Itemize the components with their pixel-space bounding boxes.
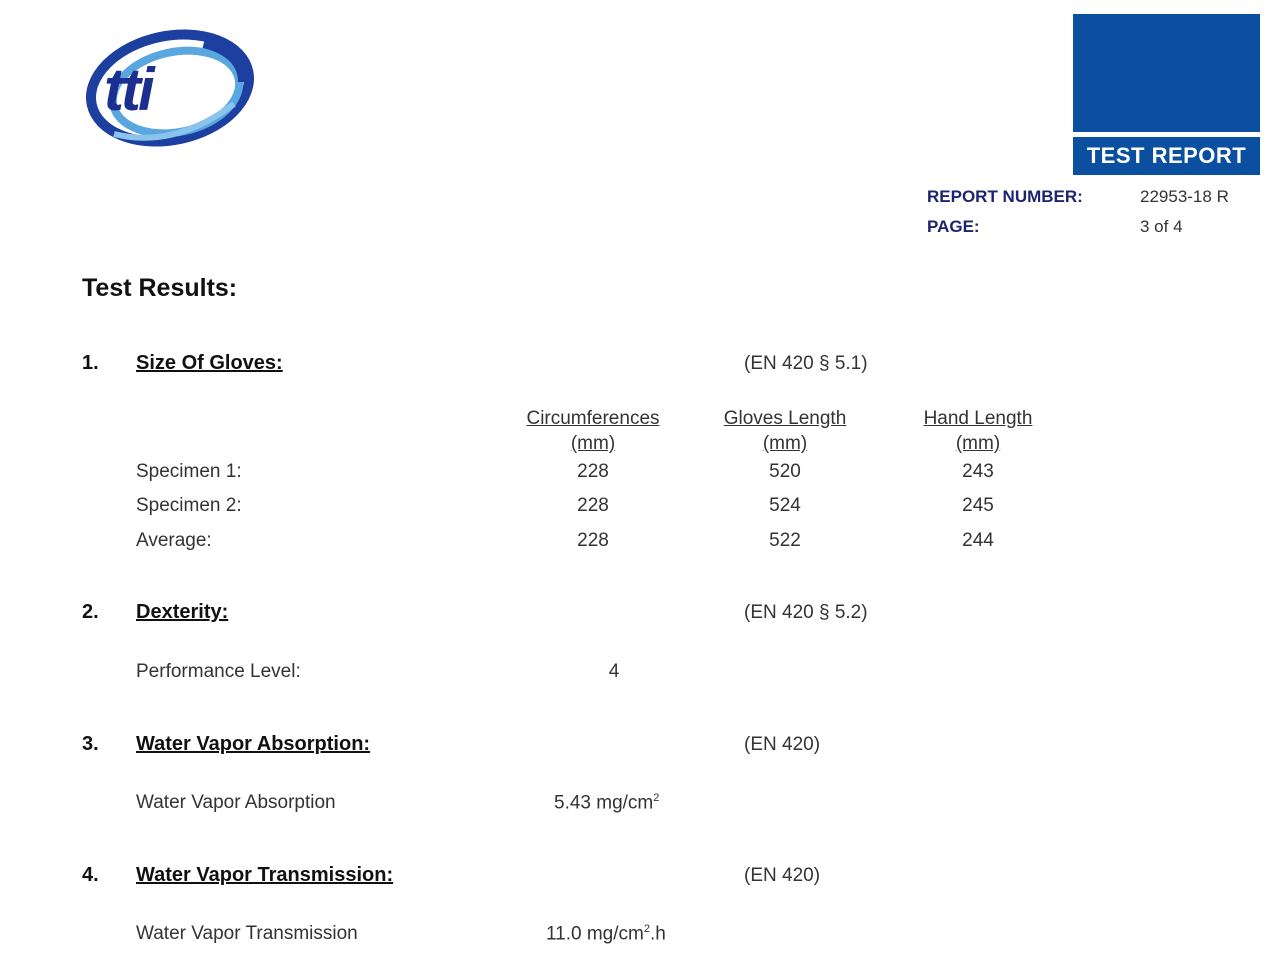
section-2-title: Dexterity: bbox=[136, 601, 229, 623]
table-row-label: Specimen 1: bbox=[136, 461, 242, 482]
section-1-standard: (EN 420 § 5.1) bbox=[744, 353, 868, 374]
column-header-hand-length bbox=[893, 406, 1063, 456]
table-cell: 245 bbox=[962, 495, 994, 516]
table-cell: 524 bbox=[769, 495, 801, 516]
section-3-number: 3. bbox=[82, 733, 99, 755]
absorption-label: Water Vapor Absorption bbox=[136, 792, 336, 813]
test-report-badge bbox=[1073, 14, 1260, 175]
table-cell: 228 bbox=[577, 495, 609, 516]
table-cell: 228 bbox=[577, 461, 609, 482]
transmission-value-suffix: .h bbox=[649, 923, 666, 945]
column-unit: (mm) bbox=[955, 433, 1001, 454]
logo-text: tti bbox=[104, 56, 152, 123]
table-cell: 520 bbox=[769, 461, 801, 482]
report-number-value: 22953-18 R bbox=[1140, 187, 1229, 206]
badge-label: TEST REPORT bbox=[1073, 137, 1260, 175]
section-4-standard: (EN 420) bbox=[744, 865, 821, 886]
badge-blue-panel bbox=[1073, 14, 1260, 132]
table-row-label: Specimen 2: bbox=[136, 495, 242, 516]
table-cell: 244 bbox=[962, 530, 994, 551]
section-3-title: Water Vapor Absorption: bbox=[136, 733, 371, 755]
absorption-value-superscript: 2 bbox=[653, 792, 660, 804]
performance-level-value: 4 bbox=[608, 661, 620, 682]
section-4-number: 4. bbox=[82, 864, 99, 886]
column-unit: (mm) bbox=[762, 433, 808, 454]
column-name: Gloves Length bbox=[723, 408, 847, 429]
transmission-value-superscript: 2 bbox=[643, 923, 650, 935]
absorption-value bbox=[554, 792, 659, 814]
table-cell: 228 bbox=[577, 530, 609, 551]
column-name: Circumferences bbox=[526, 408, 660, 429]
section-4-title: Water Vapor Transmission: bbox=[136, 864, 394, 886]
section-1-number: 1. bbox=[82, 352, 99, 374]
page-value: 3 of 4 bbox=[1140, 217, 1183, 236]
page-label: PAGE: bbox=[927, 217, 980, 236]
transmission-value-text: 11.0 mg/cm bbox=[546, 923, 644, 945]
column-header-circumferences bbox=[508, 406, 678, 456]
tti-logo bbox=[84, 24, 256, 152]
table-cell: 522 bbox=[769, 530, 801, 551]
section-3-standard: (EN 420) bbox=[744, 734, 821, 755]
report-number-label: REPORT NUMBER: bbox=[927, 187, 1083, 206]
column-header-gloves-length bbox=[700, 406, 870, 456]
column-unit: (mm) bbox=[570, 433, 616, 454]
table-cell: 243 bbox=[962, 461, 994, 482]
transmission-value bbox=[546, 923, 666, 945]
column-name: Hand Length bbox=[923, 408, 1033, 429]
performance-level-label: Performance Level: bbox=[136, 661, 301, 682]
section-1-title: Size Of Gloves: bbox=[136, 352, 283, 374]
section-2-number: 2. bbox=[82, 601, 99, 623]
page-title: Test Results: bbox=[82, 274, 238, 302]
table-row-label: Average: bbox=[136, 530, 212, 551]
transmission-label: Water Vapor Transmission bbox=[136, 923, 358, 944]
absorption-value-text: 5.43 mg/cm bbox=[554, 792, 654, 814]
section-2-standard: (EN 420 § 5.2) bbox=[744, 602, 868, 623]
